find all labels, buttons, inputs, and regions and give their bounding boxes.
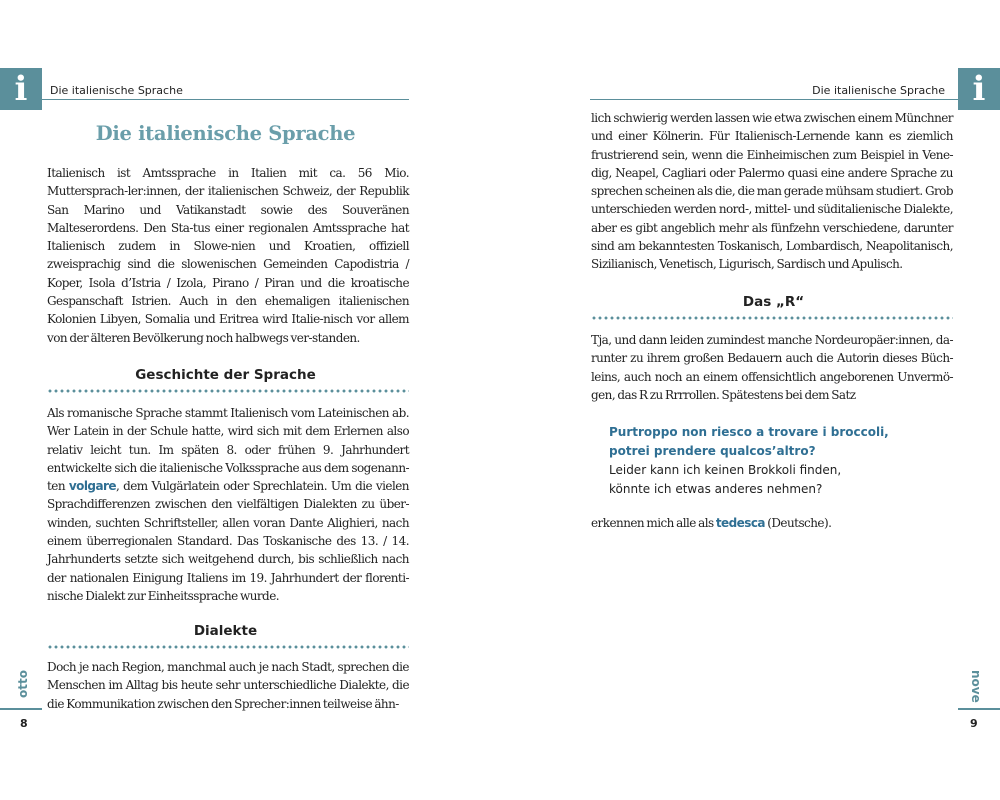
text-line: standen. <box>312 330 360 345</box>
text-line: Als romanische Sprache stammt Italienisch vom Lateinischen <box>47 406 389 420</box>
text-line: runter zu ihrem großen Bedauern auch die Autorin dieses Büch- <box>591 351 953 366</box>
text-line: Gemeinden Capodistria / Koper, Isola d’Istria / Izola, Pirano / Piran <box>47 257 409 290</box>
page-number: 9 <box>970 717 978 730</box>
header-rule <box>590 99 958 100</box>
text-line: lich schwierig werden lassen wie etwa zwischen einem Münchner <box>591 111 953 125</box>
side-label-nove: nove <box>969 670 983 703</box>
running-header: Die italienische Sprache <box>50 84 183 97</box>
text-line: nien und Kroatien, offiziell zweisprachig sind die slowenischen <box>47 239 409 272</box>
text-line: Jahrhunderts setzte sich weitgehend durch, bis schließlich nach <box>47 552 409 567</box>
history-lines-after <box>47 497 409 602</box>
r-heading: Das „R“ <box>742 294 805 310</box>
text-line: ler:innen, der italienischen Schweiz, der Republik San Marino <box>47 184 409 217</box>
intro-lines <box>47 164 409 347</box>
history-lines-before <box>47 406 409 475</box>
side-label-otto: otto <box>16 670 30 698</box>
r-lines <box>591 331 953 404</box>
dialects-continued-paragraph <box>591 109 953 274</box>
history-line-suffix: , dem Vulgärlatein oder Sprechlatein. Um die vielen <box>115 479 409 494</box>
text-line: sind am bekanntesten Toskanisch, Lombardisch, Neapolitanisch, <box>591 239 953 254</box>
text-line: aber es gibt angeblich mehr als fünfzehn verschiedene, darunter <box>591 220 953 235</box>
text-line: ab. Wer Latein in der Schule hatte, wird sich mit dem Erlernen <box>47 406 410 439</box>
info-icon: i <box>0 68 42 110</box>
section-divider <box>591 316 953 320</box>
text-line: unterschieden werden nord-, mittel- und süditalienische Dialekte, <box>591 202 953 217</box>
text-line: nische Dialekt zur Einheitssprache wurde. <box>47 588 280 603</box>
dialects-continued-lines <box>591 109 953 274</box>
example-block <box>609 423 889 499</box>
example-line: könnte ich etwas anderes nehmen? <box>609 482 823 496</box>
intro-paragraph <box>47 164 409 347</box>
example-line: Leider kann ich keinen Brokkoli finden, <box>609 463 842 477</box>
term-tedesca: tedesca <box>715 516 765 530</box>
text-line: sprechen scheinen als die, die man gerade mühsam studiert. Grob <box>591 184 953 199</box>
text-line: tus einer regionalen Amtssprache hat Italienisch zudem in Slowe- <box>47 220 409 254</box>
text-line: also relativ leicht tun. Im späten 8. oder frühen 9. Jahrhundert <box>47 424 410 457</box>
side-rule <box>958 708 1000 710</box>
right-page <box>500 0 1000 800</box>
text-line: dig, Neapel, Cagliari oder Palermo quasi eine andere Sprache zu <box>591 165 953 180</box>
text-line: Sizilianisch, Venetisch, Ligurisch, Sardisch und Apulisch. <box>591 257 903 272</box>
example-line: potrei prendere qualcos’altro? <box>609 444 816 458</box>
text-line: einem überregionalen Standard. Das Toskanische des 13. / 14. <box>47 534 409 549</box>
example-italian <box>609 423 889 461</box>
closing-suffix: (Deutsche). <box>764 516 832 530</box>
dialects-heading: Dialekte <box>193 623 258 639</box>
section-divider <box>47 389 409 393</box>
text-line: nisch vor allem von der älteren Bevölkerung noch halbwegs ver- <box>47 312 409 345</box>
text-line: leins, auch noch an einem offensichtlich angeborenen Unvermö- <box>591 369 953 384</box>
text-line: entwickelte sich die italienische Volkssprache aus dem sogenann- <box>47 460 409 475</box>
text-line: Doch je nach Region, manchmal auch je nach Stadt, sprechen die <box>47 660 409 674</box>
dialects-lines <box>47 658 409 713</box>
text-line: Italienisch ist Amtssprache in Italien mit ca. 56 Mio. Muttersprach- <box>47 166 409 199</box>
text-line: und die kroatische Gespanschaft Istrien. Auch in den ehemaligen <box>47 275 409 309</box>
running-header: Die italienische Sprache <box>812 84 945 97</box>
text-line: Menschen im Alltag bis heute sehr unterschiedliche Dialekte, die <box>47 678 409 693</box>
closing-paragraph <box>591 514 953 532</box>
text-line: und Vatikanstadt sowie des Souveränen Malteserordens. Den Sta- <box>47 202 410 235</box>
example-line: Purtroppo non riesco a trovare i broccoli, <box>609 425 889 439</box>
dialects-paragraph <box>47 658 409 713</box>
text-line: winden, suchten Schriftsteller, allen voran Dante Alighieri, nach <box>47 515 409 530</box>
header-rule <box>42 99 409 100</box>
example-german <box>609 461 889 499</box>
text-line: Tja, und dann leiden zumindest manche Nordeuropäer:innen, da- <box>591 333 953 347</box>
r-paragraph <box>591 331 953 404</box>
text-line: die Kommunikation zwischen den Sprecher:innen teilweise ähn- <box>47 696 399 711</box>
text-line: und einer Kölnerin. Für Italienisch-Lernende kann es ziemlich <box>591 129 953 144</box>
closing-prefix: erkennen mich alle als <box>591 516 716 530</box>
history-paragraph <box>47 404 409 605</box>
text-line: der nationalen Einigung Italiens im 19. Jahrhundert der florenti- <box>47 570 409 585</box>
page-number: 8 <box>20 717 28 730</box>
history-heading: Geschichte der Sprache <box>135 367 316 383</box>
text-line: gen, das R zu Rrrrollen. Spätestens bei dem Satz <box>591 387 856 402</box>
text-line: Sprachdifferenzen zwischen den vielfältigen Dialekten zu über- <box>47 497 409 512</box>
text-line: frustrierend sein, wenn die Einheimischen zum Beispiel in Vene- <box>591 147 953 162</box>
info-icon: i <box>958 68 1000 110</box>
side-rule <box>0 708 42 710</box>
history-line-prefix: ten <box>47 479 69 494</box>
chapter-title: Die italienische Sprache <box>95 122 356 145</box>
text-line: italienischen Kolonien Libyen, Somalia und Eritrea wird Italie- <box>47 294 410 327</box>
section-divider <box>47 645 409 649</box>
term-volgare: volgare <box>68 479 116 494</box>
